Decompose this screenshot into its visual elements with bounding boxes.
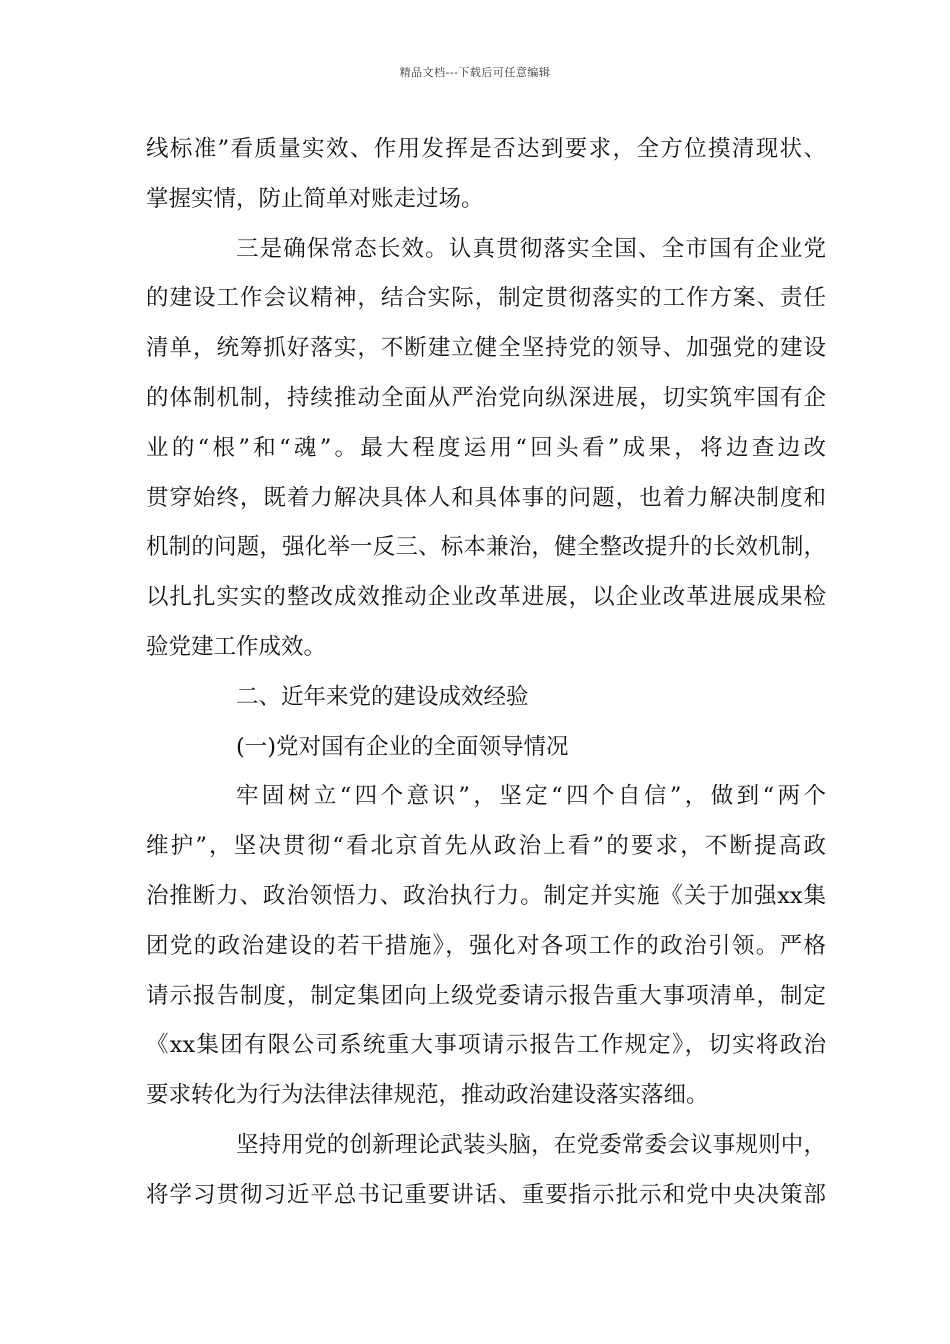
paragraph-line: 治推断力、政治领悟力、政治执行力。制定并实施《关于加强xx集	[146, 882, 826, 909]
paragraph-line: 业的“根”和“魂”。最大程度运用“回头看”成果，将边查边改	[146, 434, 826, 461]
paragraph-line: 贯穿始终，既着力解决具体人和具体事的问题，也着力解决制度和	[146, 484, 826, 511]
paragraph-line: 将学习贯彻习近平总书记重要讲话、重要指示批示和党中央决策部	[146, 1181, 826, 1208]
paragraph-line: 《xx集团有限公司系统重大事项请示报告工作规定》，切实将政治	[146, 1032, 826, 1059]
paragraph-line: 清单，统筹抓好落实，不断建立健全坚持党的领导、加强党的建设	[146, 335, 826, 362]
paragraph-line: 验党建工作成效。	[146, 633, 327, 660]
paragraph-line: 请示报告制度，制定集团向上级党委请示报告重大事项清单，制定	[146, 982, 826, 1009]
paragraph-line: 团党的政治建设的若干措施》，强化对各项工作的政治引领。严格	[146, 932, 826, 959]
paragraph-line: 线标准”看质量实效、作用发挥是否达到要求，全方位摸清现状、	[146, 136, 826, 162]
section-heading: 二、近年来党的建设成效经验	[236, 683, 529, 710]
paragraph-line: 坚持用党的创新理论武装头脑，在党委常委会议事规则中，	[236, 1131, 826, 1158]
subsection-heading: (一)党对国有企业的全面领导情况	[236, 733, 569, 760]
paragraph-line: 机制的问题，强化举一反三、标本兼治，健全整改提升的长效机制，	[146, 534, 826, 561]
paragraph-line: 牢固树立“四个意识”，坚定“四个自信”，做到“两个	[236, 783, 826, 810]
paragraph-line: 以扎扎实实的整改成效推动企业改革进展，以企业改革进展成果检	[146, 584, 826, 611]
paragraph-line: 的建设工作会议精神，结合实际，制定贯彻落实的工作方案、责任	[146, 285, 826, 312]
paragraph-line: 三是确保常态长效。认真贯彻落实全国、全市国有企业党	[236, 235, 826, 262]
paragraph-line: 维护”，坚决贯彻“看北京首先从政治上看”的要求，不断提高政	[146, 833, 826, 860]
document-body	[146, 125, 826, 1221]
paragraph-line: 掌握实情，防止简单对账走过场。	[146, 185, 484, 212]
page-header: 精品文档---下载后可任意编辑	[399, 66, 551, 79]
paragraph-line: 的体制机制，持续推动全面从严治党向纵深进展，切实筑牢国有企	[146, 384, 826, 411]
paragraph-line: 要求转化为行为法律法律规范，推动政治建设落实落细。	[146, 1082, 709, 1109]
